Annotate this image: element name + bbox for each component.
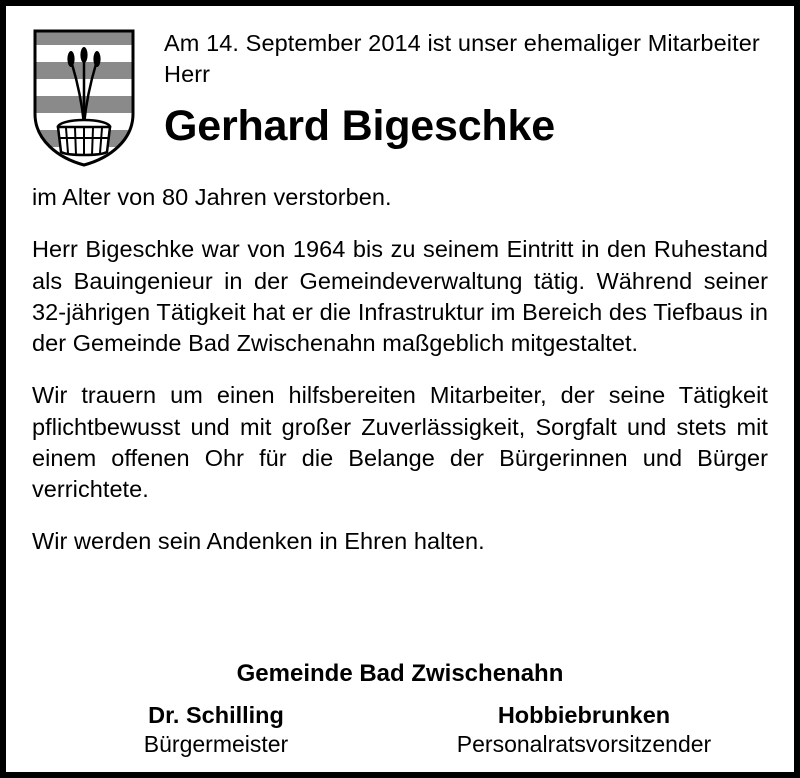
notice-body <box>32 182 768 579</box>
paragraph-age: im Alter von 80 Jahren verstorben. <box>32 184 392 210</box>
signer-mayor <box>32 702 400 758</box>
signer-role: Personalratsvorsitzender <box>456 731 712 757</box>
coat-of-arms-icon <box>32 24 140 168</box>
paragraph-remembrance: Wir werden sein Andenken in Ehren halten. <box>32 528 485 555</box>
signer-name: Dr. Schilling <box>148 702 284 728</box>
signer-staff-council-chair <box>400 702 768 758</box>
signer-name: Hobbiebrunken <box>497 702 671 728</box>
organization-name: Gemeinde Bad Zwischenahn <box>236 660 564 687</box>
paragraph-tribute: Wir trauern um einen hilfsbereiten Mitarbeiter, der seine Tätigkeit pflichtbewusst und mit großer Zuverlässigkeit, Sorgfalt und stets mit einem offenen Ohr für die Belange der Bürgerinnen und Bürger verrichtete. <box>32 382 768 502</box>
deceased-name: Gerhard Bigeschke <box>164 102 555 151</box>
intro-text: Am 14. September 2014 ist unser ehemaliger Mitarbeiter Herr <box>164 30 760 88</box>
paragraph-career: Herr Bigeschke war von 1964 bis zu seinem Eintritt in den Ruhestand als Bauingenieur in der Gemeindeverwaltung tätig. Während seiner 32-jährigen Tätigkeit hat er die Infrastruktur im Bereich des Tiefbaus in der Gemeinde Bad Zwischenahn maßgeblich mitgestaltet. <box>32 236 768 356</box>
notice-heading-text <box>140 24 768 151</box>
notice-header <box>32 24 768 168</box>
signature-block <box>32 660 768 758</box>
signer-role: Bürgermeister <box>143 731 289 757</box>
signers-row <box>32 702 768 758</box>
layout-spacer <box>32 579 768 661</box>
